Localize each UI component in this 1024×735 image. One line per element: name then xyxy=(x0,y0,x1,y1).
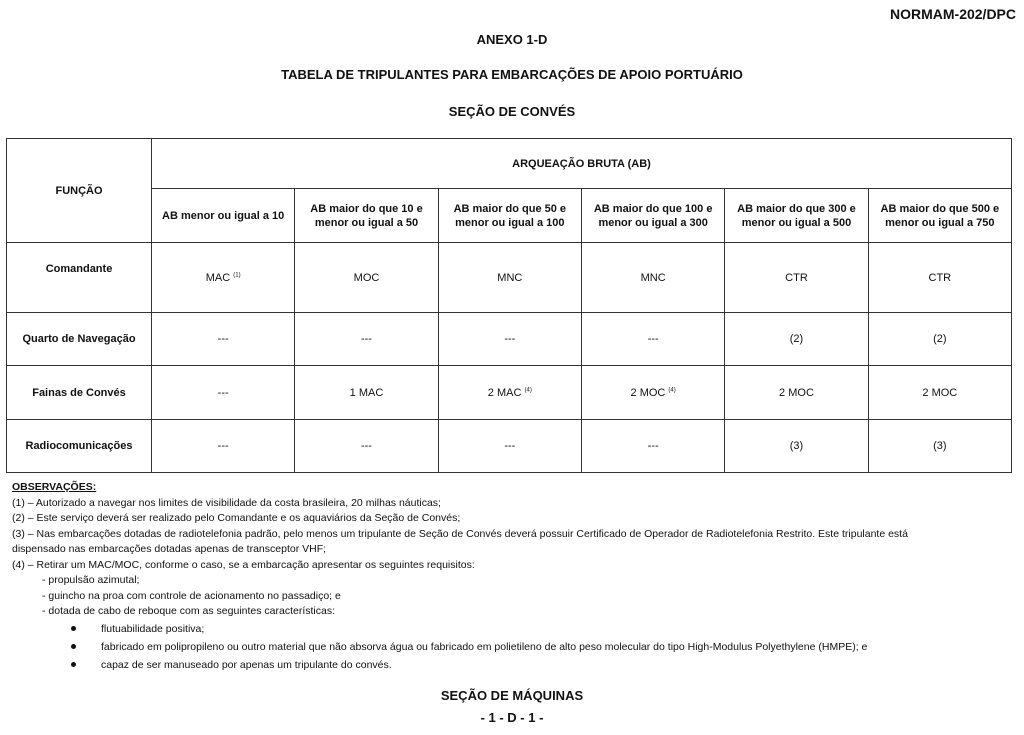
observation-item: dispensado nas embarcações dotadas apenas de transceptor VHF; xyxy=(12,543,327,555)
table-cell: 2 MOC xyxy=(725,366,868,420)
column-header: AB maior do que 500 e menor ou igual a 750 xyxy=(868,189,1011,243)
table-cell: MOC xyxy=(295,243,438,313)
list-item: capaz de ser manuseado por apenas um tripulante do convés. xyxy=(87,656,1012,674)
column-header: AB maior do que 300 e menor ou igual a 500 xyxy=(725,189,868,243)
observations xyxy=(12,480,1012,674)
table-row xyxy=(7,366,1012,420)
requirement-item: - dotada de cabo de reboque com as seguintes características: xyxy=(42,605,336,617)
cable-characteristics-list xyxy=(12,620,1012,674)
table-cell: CTR xyxy=(868,243,1011,313)
table-cell: (3) xyxy=(868,420,1011,473)
table-cell: --- xyxy=(295,313,438,366)
list-item: flutuabilidade positiva; xyxy=(87,620,1012,638)
table-cell: 2 MOC $^{(4)}$ xyxy=(581,366,724,420)
table-cell: --- xyxy=(152,366,295,420)
observation-item: (3) – Nas embarcações dotadas de radiotelefonia padrão, pelo menos um tripulante de Seção de Convés deverá possuir Certificado de Operador de Radiotelefonia Restrito. Este tripulante está xyxy=(12,527,908,540)
document-reference: NORMAM-202/DPC xyxy=(889,6,1016,22)
requirement-item: - propulsão azimutal; xyxy=(42,574,140,586)
next-section-title: SEÇÃO DE MÁQUINAS xyxy=(440,688,584,703)
table-cell: (2) xyxy=(725,313,868,366)
column-header: AB menor ou igual a 10 xyxy=(152,189,295,243)
annex-title: ANEXO 1-D xyxy=(476,32,548,47)
tonnage-columns-row xyxy=(7,189,1012,243)
table-cell: MNC xyxy=(581,243,724,313)
table-cell: (3) xyxy=(725,420,868,473)
function-label: Fainas de Convés xyxy=(7,366,152,420)
table-cell: (2) xyxy=(868,313,1011,366)
function-label: Comandante xyxy=(7,243,152,313)
function-label: Radiocomunicações xyxy=(7,420,152,473)
table-cell: 1 MAC xyxy=(295,366,438,420)
column-header: AB maior do que 50 e menor ou igual a 100 xyxy=(438,189,581,243)
table-cell: --- xyxy=(295,420,438,473)
section-title: SEÇÃO DE CONVÉS xyxy=(448,104,576,119)
requirement-item: - guincho na proa com controle de acionamento no passadiço; e xyxy=(42,589,341,602)
column-header: AB maior do que 100 e menor ou igual a 300 xyxy=(581,189,724,243)
table-cell: 2 MAC $^{(4)}$ xyxy=(438,366,581,420)
table-cell: --- xyxy=(438,420,581,473)
function-header: FUNÇÃO xyxy=(7,139,152,243)
observation-item: (1) – Autorizado a navegar nos limites de visibilidade da costa brasileira, 20 milhas náuticas; xyxy=(12,496,441,509)
table-row xyxy=(7,313,1012,366)
table-cell: MNC xyxy=(438,243,581,313)
list-item: fabricado em polipropileno ou outro material que não absorva água ou fabricado em polietileno de alto peso molecular do tipo High-Modulus Polyethylene (HMPE); e xyxy=(87,638,1012,656)
crew-table xyxy=(6,138,1012,473)
function-label: Quarto de Navegação xyxy=(7,313,152,366)
column-header: AB maior do que 10 e menor ou igual a 50 xyxy=(295,189,438,243)
observations-title: OBSERVAÇÕES: xyxy=(12,481,97,493)
bullet-icon xyxy=(71,662,76,667)
table-cell: --- xyxy=(152,420,295,473)
table-cell: --- xyxy=(438,313,581,366)
table-cell: MAC $^{(1)}$ xyxy=(152,243,295,313)
table-row xyxy=(7,420,1012,473)
table-header-row xyxy=(7,139,1012,189)
table-title: TABELA DE TRIPULANTES PARA EMBARCAÇÕES DE APOIO PORTUÁRIO xyxy=(281,67,743,82)
observation-item: (4) – Retirar um MAC/MOC, conforme o caso, se a embarcação apresentar os seguintes requisitos: xyxy=(12,558,475,571)
observation-item: (2) – Este serviço deverá ser realizado pelo Comandante e os aquaviários da Seção de Convés; xyxy=(12,512,461,524)
gross-tonnage-header: ARQUEAÇÃO BRUTA (AB) xyxy=(152,139,1012,189)
bullet-icon xyxy=(71,626,76,631)
table-cell: --- xyxy=(581,313,724,366)
table-row xyxy=(7,243,1012,313)
table-cell: 2 MOC xyxy=(868,366,1011,420)
table-cell: --- xyxy=(152,313,295,366)
table-cell: CTR xyxy=(725,243,868,313)
table-cell: --- xyxy=(581,420,724,473)
bullet-icon xyxy=(71,644,76,649)
page-number: - 1 - D - 1 - xyxy=(480,710,544,725)
